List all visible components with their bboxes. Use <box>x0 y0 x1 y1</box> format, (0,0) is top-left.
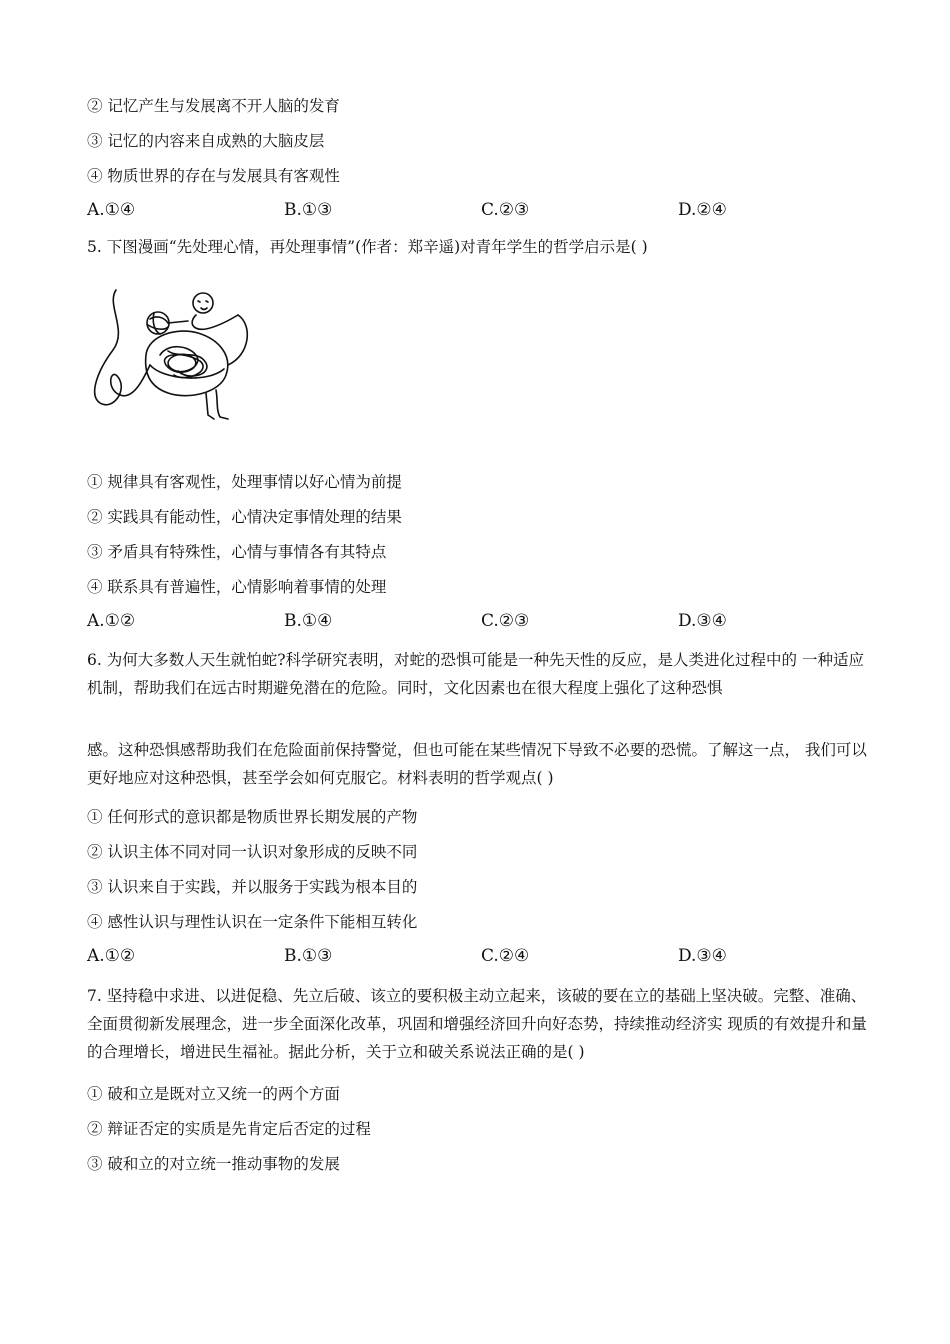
q6-option-a[interactable]: A.①② <box>87 946 136 966</box>
q7-statement-1: ① 破和立是既对立又统一的两个方面 <box>87 1085 340 1103</box>
q5-statement-2: ② 实践具有能动性，心情决定事情处理的结果 <box>87 508 402 526</box>
q7-statement-2: ② 辩证否定的实质是先肯定后否定的过程 <box>87 1120 371 1138</box>
q6-statement-2: ② 认识主体不同对同一认识对象形成的反映不同 <box>87 843 418 861</box>
q6-statement-1: ① 任何形式的意识都是物质世界长期发展的产物 <box>87 808 418 826</box>
q6-stem-part-2: 感。这种恐惧感帮助我们在危险面前保持警觉，但也可能在某些情况下导致不必要的恐慌。了解这一点， 我们可以更好地应对这种恐惧，甚至学会如何克服它。材料表明的哲学观点( ) <box>87 741 867 787</box>
q5-option-a[interactable]: A.①② <box>87 611 136 631</box>
q5-option-b[interactable]: B.①④ <box>284 611 333 631</box>
q4-option-c[interactable]: C.②③ <box>481 200 530 220</box>
q6-option-c[interactable]: C.②④ <box>481 946 530 966</box>
q4-option-b[interactable]: B.①③ <box>284 200 333 220</box>
q5-option-c[interactable]: C.②③ <box>481 611 530 631</box>
q4-statement-3: ③ 记忆的内容来自成熟的大脑皮层 <box>87 132 325 150</box>
q6-statement-4: ④ 感性认识与理性认识在一定条件下能相互转化 <box>87 913 418 931</box>
q5-stem: 5. 下图漫画“先处理心情，再处理事情”(作者：郑辛遥)对青年学生的哲学启示是( ) <box>87 238 648 256</box>
q5-statement-4: ④ 联系具有普遍性，心情影响着事情的处理 <box>87 578 387 596</box>
q5-statement-1: ① 规律具有客观性，处理事情以好心情为前提 <box>87 473 402 491</box>
q6-statement-3: ③ 认识来自于实践，并以服务于实践为根本目的 <box>87 878 418 896</box>
q5-statement-3: ③ 矛盾具有特殊性，心情与事情各有其特点 <box>87 543 387 561</box>
q4-statement-2: ② 记忆产生与发展离不开人脑的发育 <box>87 97 340 115</box>
q4-option-a[interactable]: A.①④ <box>87 200 136 220</box>
q4-statement-4: ④ 物质世界的存在与发展具有客观性 <box>87 167 340 185</box>
q7-stem: 7. 坚持稳中求进、以进促稳、先立后破、该立的要积极主动立起来，该破的要在立的基础上坚决破。完整、准确、全面贯彻新发展理念，进一步全面深化改革，巩固和增强经济回升向好态势，持续推动经济实 现质的有效提升和量的合理增长，增进民生福祉。据此分析，关于立和破关系说法正确的是( ) <box>87 987 867 1061</box>
q6-option-b[interactable]: B.①③ <box>284 946 333 966</box>
q6-option-d[interactable]: D.③④ <box>678 946 727 966</box>
cartoon-illustration <box>88 285 258 425</box>
q5-option-d[interactable]: D.③④ <box>678 611 727 631</box>
q6-stem-part-1: 6. 为何大多数人天生就怕蛇?科学研究表明，对蛇的恐惧可能是一种先天性的反应，是人类进化过程中的 一种适应机制，帮助我们在远古时期避免潜在的危险。同时，文化因素也在很大程度上强化了这种恐惧 <box>87 651 864 697</box>
q4-option-d[interactable]: D.②④ <box>678 200 727 220</box>
q7-statement-3: ③ 破和立的对立统一推动事物的发展 <box>87 1155 340 1173</box>
